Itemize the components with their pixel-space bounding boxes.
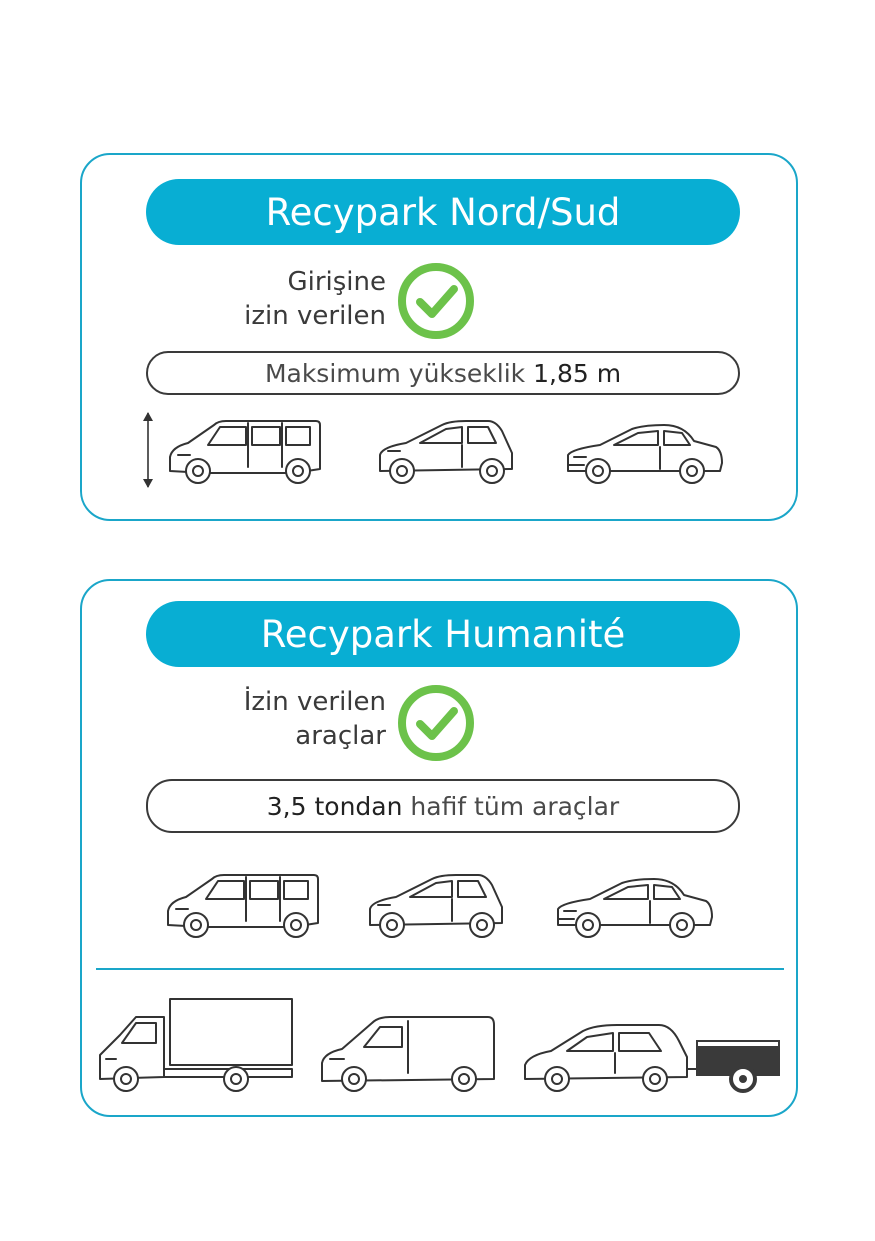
max-height-info xyxy=(146,351,740,395)
hatchback-icon xyxy=(366,871,506,941)
van-icon xyxy=(162,871,322,941)
allowed-label-line2: araçlar xyxy=(295,721,386,751)
allowed-label-line1: Girişine xyxy=(287,267,386,297)
allowed-label xyxy=(244,265,386,333)
sedan-icon xyxy=(554,871,714,941)
card-title: Recypark Humanité xyxy=(146,601,740,667)
van-icon xyxy=(164,417,324,487)
allowed-label xyxy=(244,685,386,753)
info-label: hafif tüm araçlar xyxy=(402,791,620,821)
info-value: 3,5 tondan xyxy=(266,791,403,821)
weight-limit-info xyxy=(146,779,740,833)
sedan-icon xyxy=(564,417,724,487)
car-with-trailer-icon xyxy=(520,1013,782,1093)
panel-van-icon xyxy=(318,1013,498,1093)
card-title: Recypark Nord/Sud xyxy=(146,179,740,245)
allowed-label-line1: İzin verilen xyxy=(243,687,386,717)
recypark-humanite-card xyxy=(80,579,798,1117)
check-circle-icon xyxy=(396,683,476,763)
info-label: Maksimum yükseklik xyxy=(264,358,534,388)
recypark-nord-sud-card xyxy=(80,153,798,521)
allowed-label-line2: izin verilen xyxy=(244,301,386,331)
hatchback-icon xyxy=(376,417,516,487)
check-circle-icon xyxy=(396,261,476,341)
truck-icon xyxy=(96,993,296,1093)
height-arrow-icon xyxy=(138,409,158,491)
info-value: 1,85 m xyxy=(533,358,622,388)
section-divider xyxy=(96,968,784,970)
